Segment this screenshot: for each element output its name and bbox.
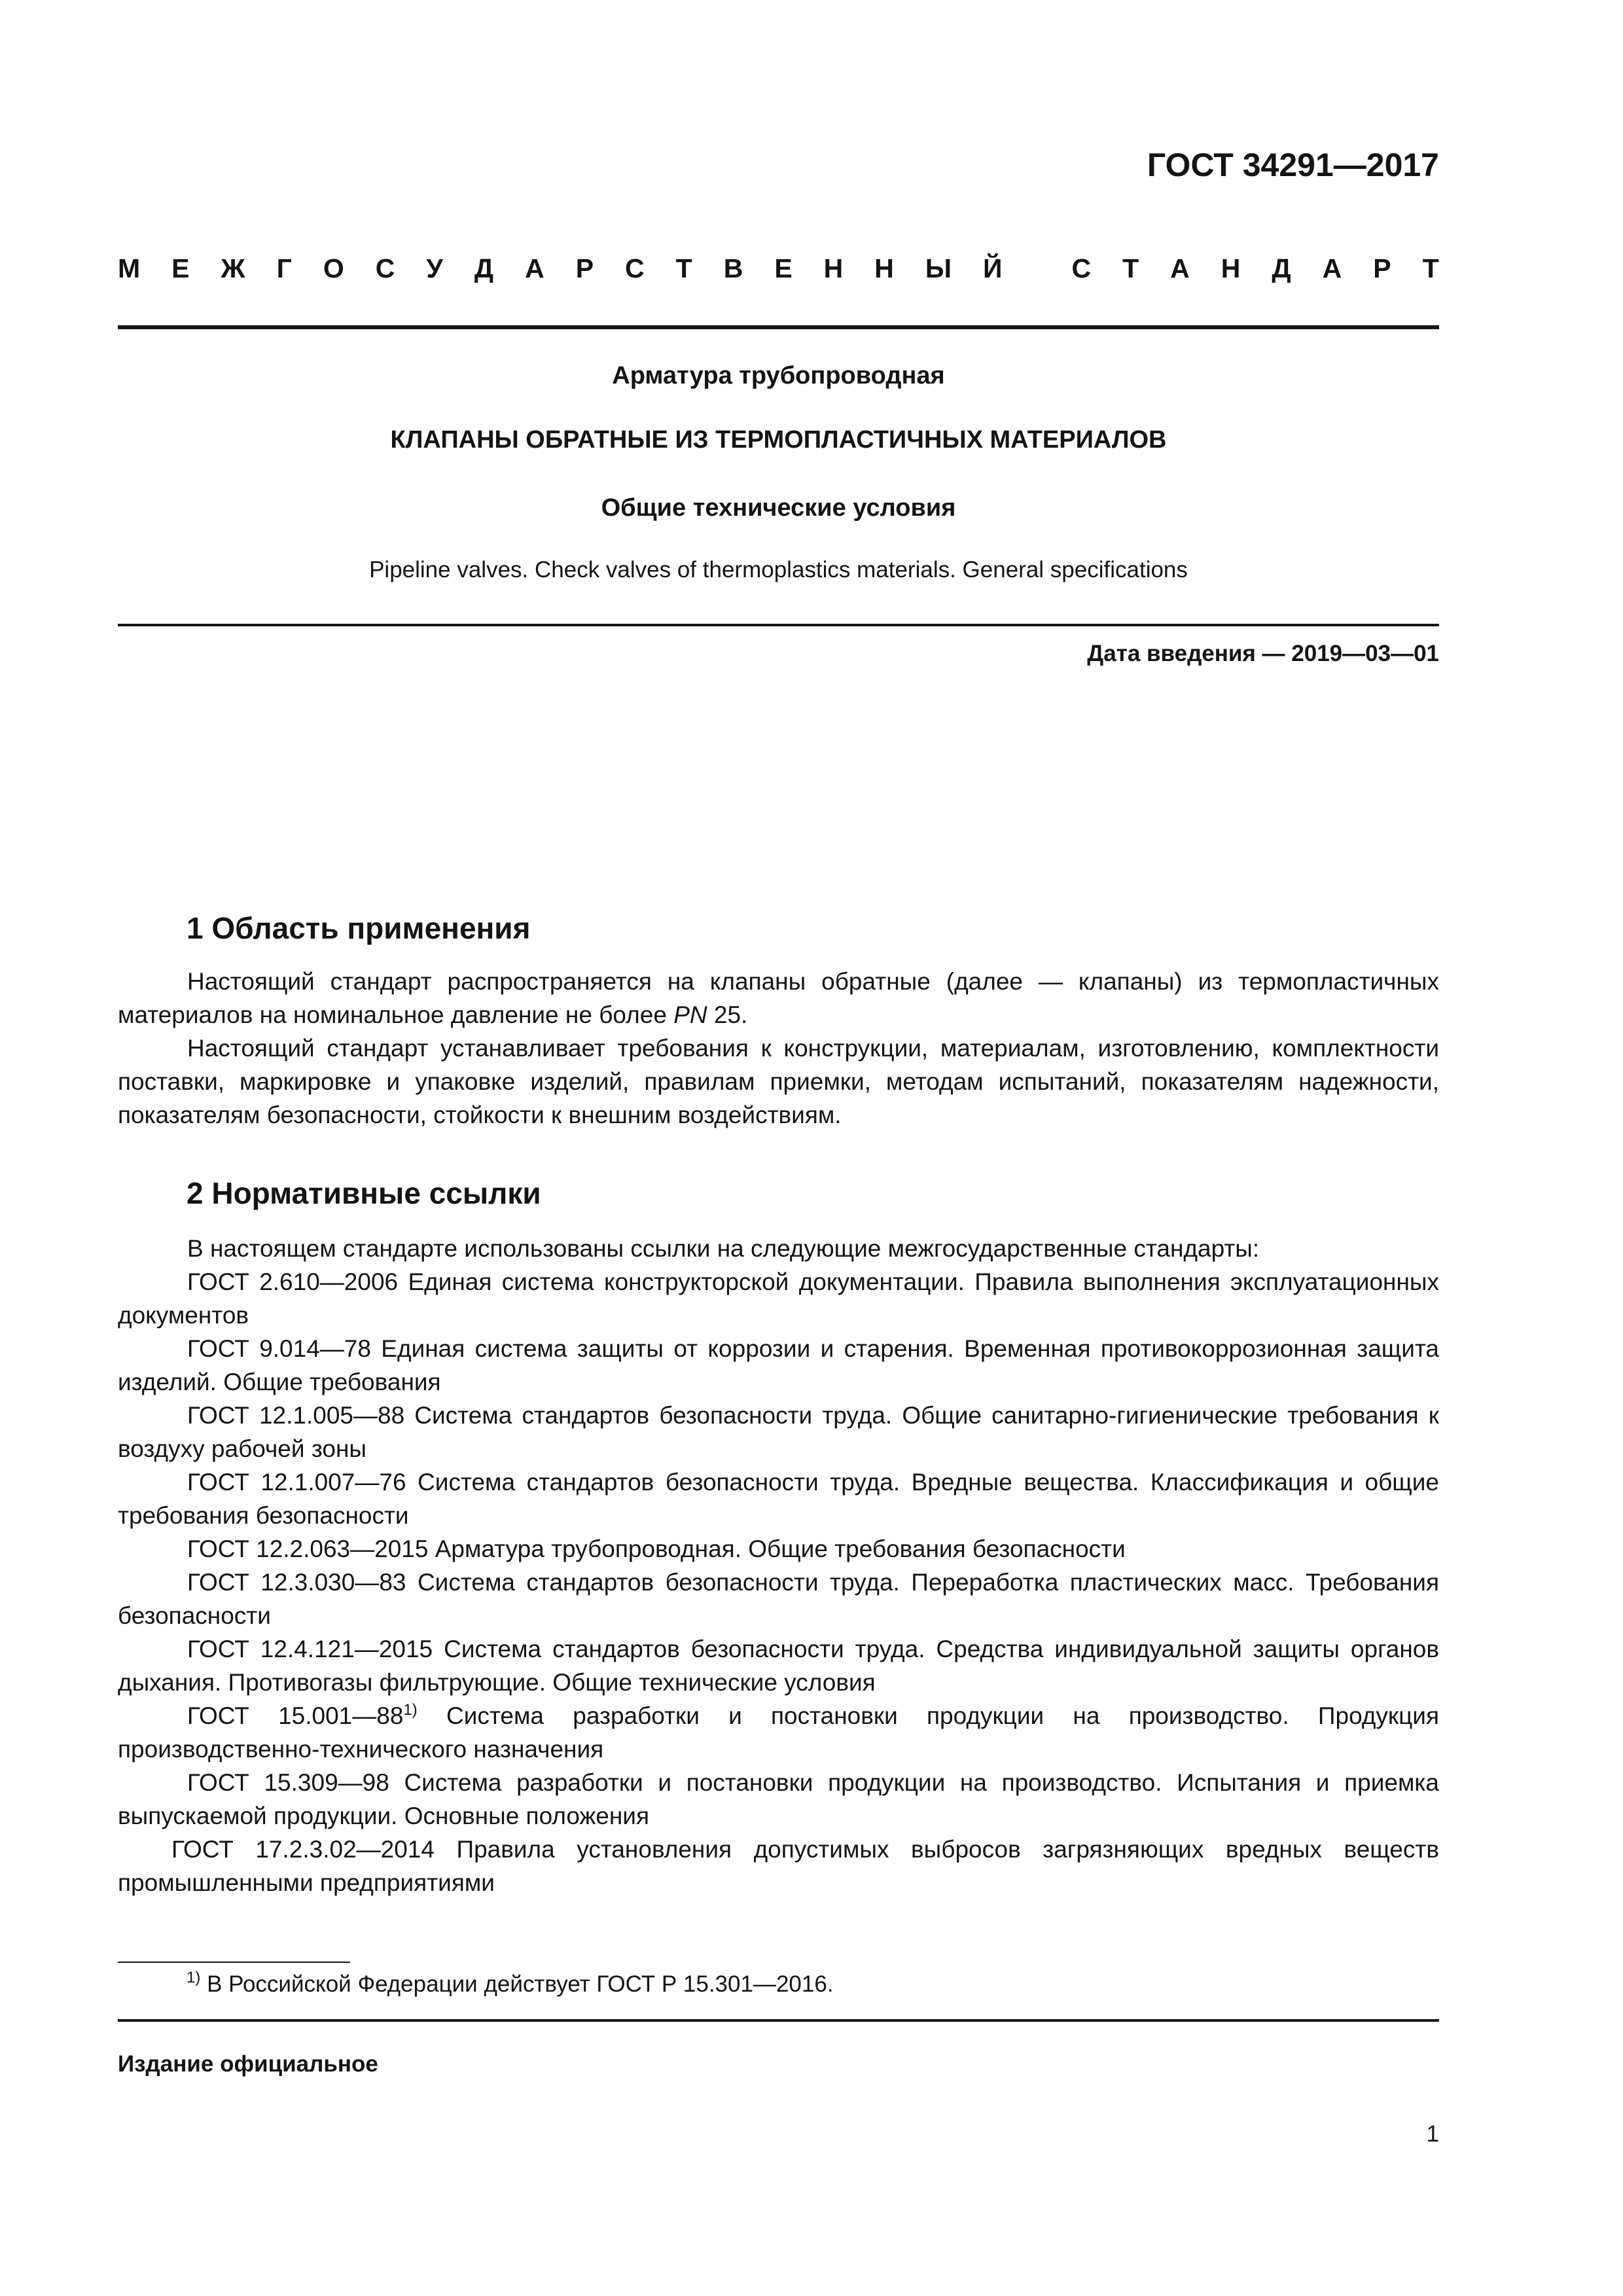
reference-item-with-footnote: ГОСТ 15.001—88$^{1)}$ Система разработки и постановки продукции на производство. Продукция производственно-технического назначения — [118, 1701, 1440, 1763]
footnote-marker: 1) — [403, 1701, 418, 1719]
footnote-separator — [118, 1962, 350, 1963]
banner-letter: Т — [675, 253, 692, 283]
pn-symbol: PN — [673, 1001, 707, 1028]
title-main: КЛАПАНЫ ОБРАТНЫЕ ИЗ ТЕРМОПЛАСТИЧНЫХ МАТЕРИАЛОВ — [390, 426, 1167, 454]
banner-letter: Д — [474, 253, 494, 283]
title-category: Арматура трубопроводная — [612, 362, 945, 389]
banner-letter: С — [375, 253, 395, 283]
section-1-body — [118, 965, 1439, 1132]
banner-letter: М — [118, 253, 141, 283]
banner-letter: С — [625, 253, 645, 283]
section-2-body — [118, 1232, 1439, 1899]
banner-letter: Т — [1122, 253, 1139, 283]
footnote: $^{1)}$ В Российской Федерации действует ГОСТ Р 15.301—2016. — [187, 1969, 834, 1997]
banner-letter: А — [1170, 253, 1190, 283]
section-1-heading: 1 Область применения — [187, 911, 531, 945]
section-1-paragraph-2: Настоящий стандарт устанавливает требования к конструкции, материалам, изготовлению, комплектности поставки, маркировке и упаковке изделий, правилам приемки, методам испытаний, показателям надежности, показателям безопасности, стойкости к внешним воздействиям. — [118, 1035, 1439, 1128]
page-number: 1 — [1426, 2121, 1439, 2147]
section-2-intro: В настоящем стандарте использованы ссылки на следующие межгосударственные стандарты: — [187, 1235, 1260, 1262]
title-divider — [118, 624, 1439, 626]
title-english: Pipeline valves. Check valves of thermoplastics materials. General specifications — [369, 557, 1188, 583]
banner-letter: В — [723, 253, 743, 283]
banner-letter: Ы — [925, 253, 952, 283]
reference-item: ГОСТ 15.309—98 Система разработки и постановки продукции на производство. Испытания и приемка выпускаемой продукции. Основные положения — [118, 1769, 1439, 1829]
banner-letter: Т — [1422, 253, 1439, 283]
banner-letter: Й — [983, 253, 1003, 283]
banner-letter: Е — [171, 253, 190, 283]
banner-letter: У — [426, 253, 443, 283]
title-subtitle: Общие технические условия — [601, 494, 956, 522]
reference-item: ГОСТ 12.1.007—76 Система стандартов безопасности труда. Вредные вещества. Классификация и общие требования безопасности — [118, 1469, 1439, 1529]
reference-item: ГОСТ 9.014—78 Единая система защиты от коррозии и старения. Временная противокоррозионная защита изделий. Общие требования — [118, 1335, 1439, 1395]
banner-letter: Н — [823, 253, 844, 283]
reference-item: ГОСТ 12.2.063—2015 Арматура трубопроводная. Общие требования безопасности — [187, 1535, 1126, 1562]
footer-divider — [118, 2019, 1439, 2022]
banner-letter: А — [525, 253, 544, 283]
section-1-paragraph-1: Настоящий стандарт распространяется на клапаны обратные (далее — клапаны) из термопластичных материалов на номинальное давление не более PN 25. — [118, 968, 1439, 1028]
header-divider — [118, 325, 1439, 329]
banner-letter: Г — [276, 253, 292, 283]
reference-item: ГОСТ 2.610—2006 Единая система конструкторской документации. Правила выполнения эксплуатационных документов — [118, 1268, 1439, 1329]
banner-letter: Ж — [221, 253, 245, 283]
banner-letter: Р — [1373, 253, 1391, 283]
banner-letter: О — [323, 253, 344, 283]
banner-letter: Н — [874, 253, 894, 283]
introduction-date: Дата введения — 2019—03—01 — [1087, 641, 1439, 666]
banner-letter: Е — [774, 253, 793, 283]
document-code: ГОСТ 34291—2017 — [1147, 147, 1439, 183]
banner-letter: Д — [1272, 253, 1291, 283]
banner-letter: Н — [1221, 253, 1241, 283]
banner-letter: Р — [575, 253, 594, 283]
official-edition-label: Издание официальное — [118, 2051, 378, 2077]
section-2-heading: 2 Нормативные ссылки — [187, 1176, 541, 1210]
interstate-standard-banner — [118, 252, 1439, 285]
footnote-mark: 1) — [187, 1969, 201, 1986]
banner-letter: А — [1322, 253, 1342, 283]
reference-item: ГОСТ 12.4.121—2015 Система стандартов безопасности труда. Средства индивидуальной защиты органов дыхания. Противогазы фильтрующие. Общие технические условия — [118, 1636, 1439, 1696]
banner-letter — [1034, 252, 1041, 285]
reference-item: ГОСТ 17.2.3.02—2014 Правила установления допустимых выбросов загрязняющих вредных веществ промышленными предприятиями — [118, 1836, 1439, 1896]
banner-letter: С — [1071, 253, 1092, 283]
reference-item: ГОСТ 12.1.005—88 Система стандартов безопасности труда. Общие санитарно-гигиенические требования к воздуху рабочей зоны — [118, 1402, 1439, 1462]
reference-item: ГОСТ 12.3.030—83 Система стандартов безопасности труда. Переработка пластических масс. Требования безопасности — [118, 1569, 1439, 1629]
